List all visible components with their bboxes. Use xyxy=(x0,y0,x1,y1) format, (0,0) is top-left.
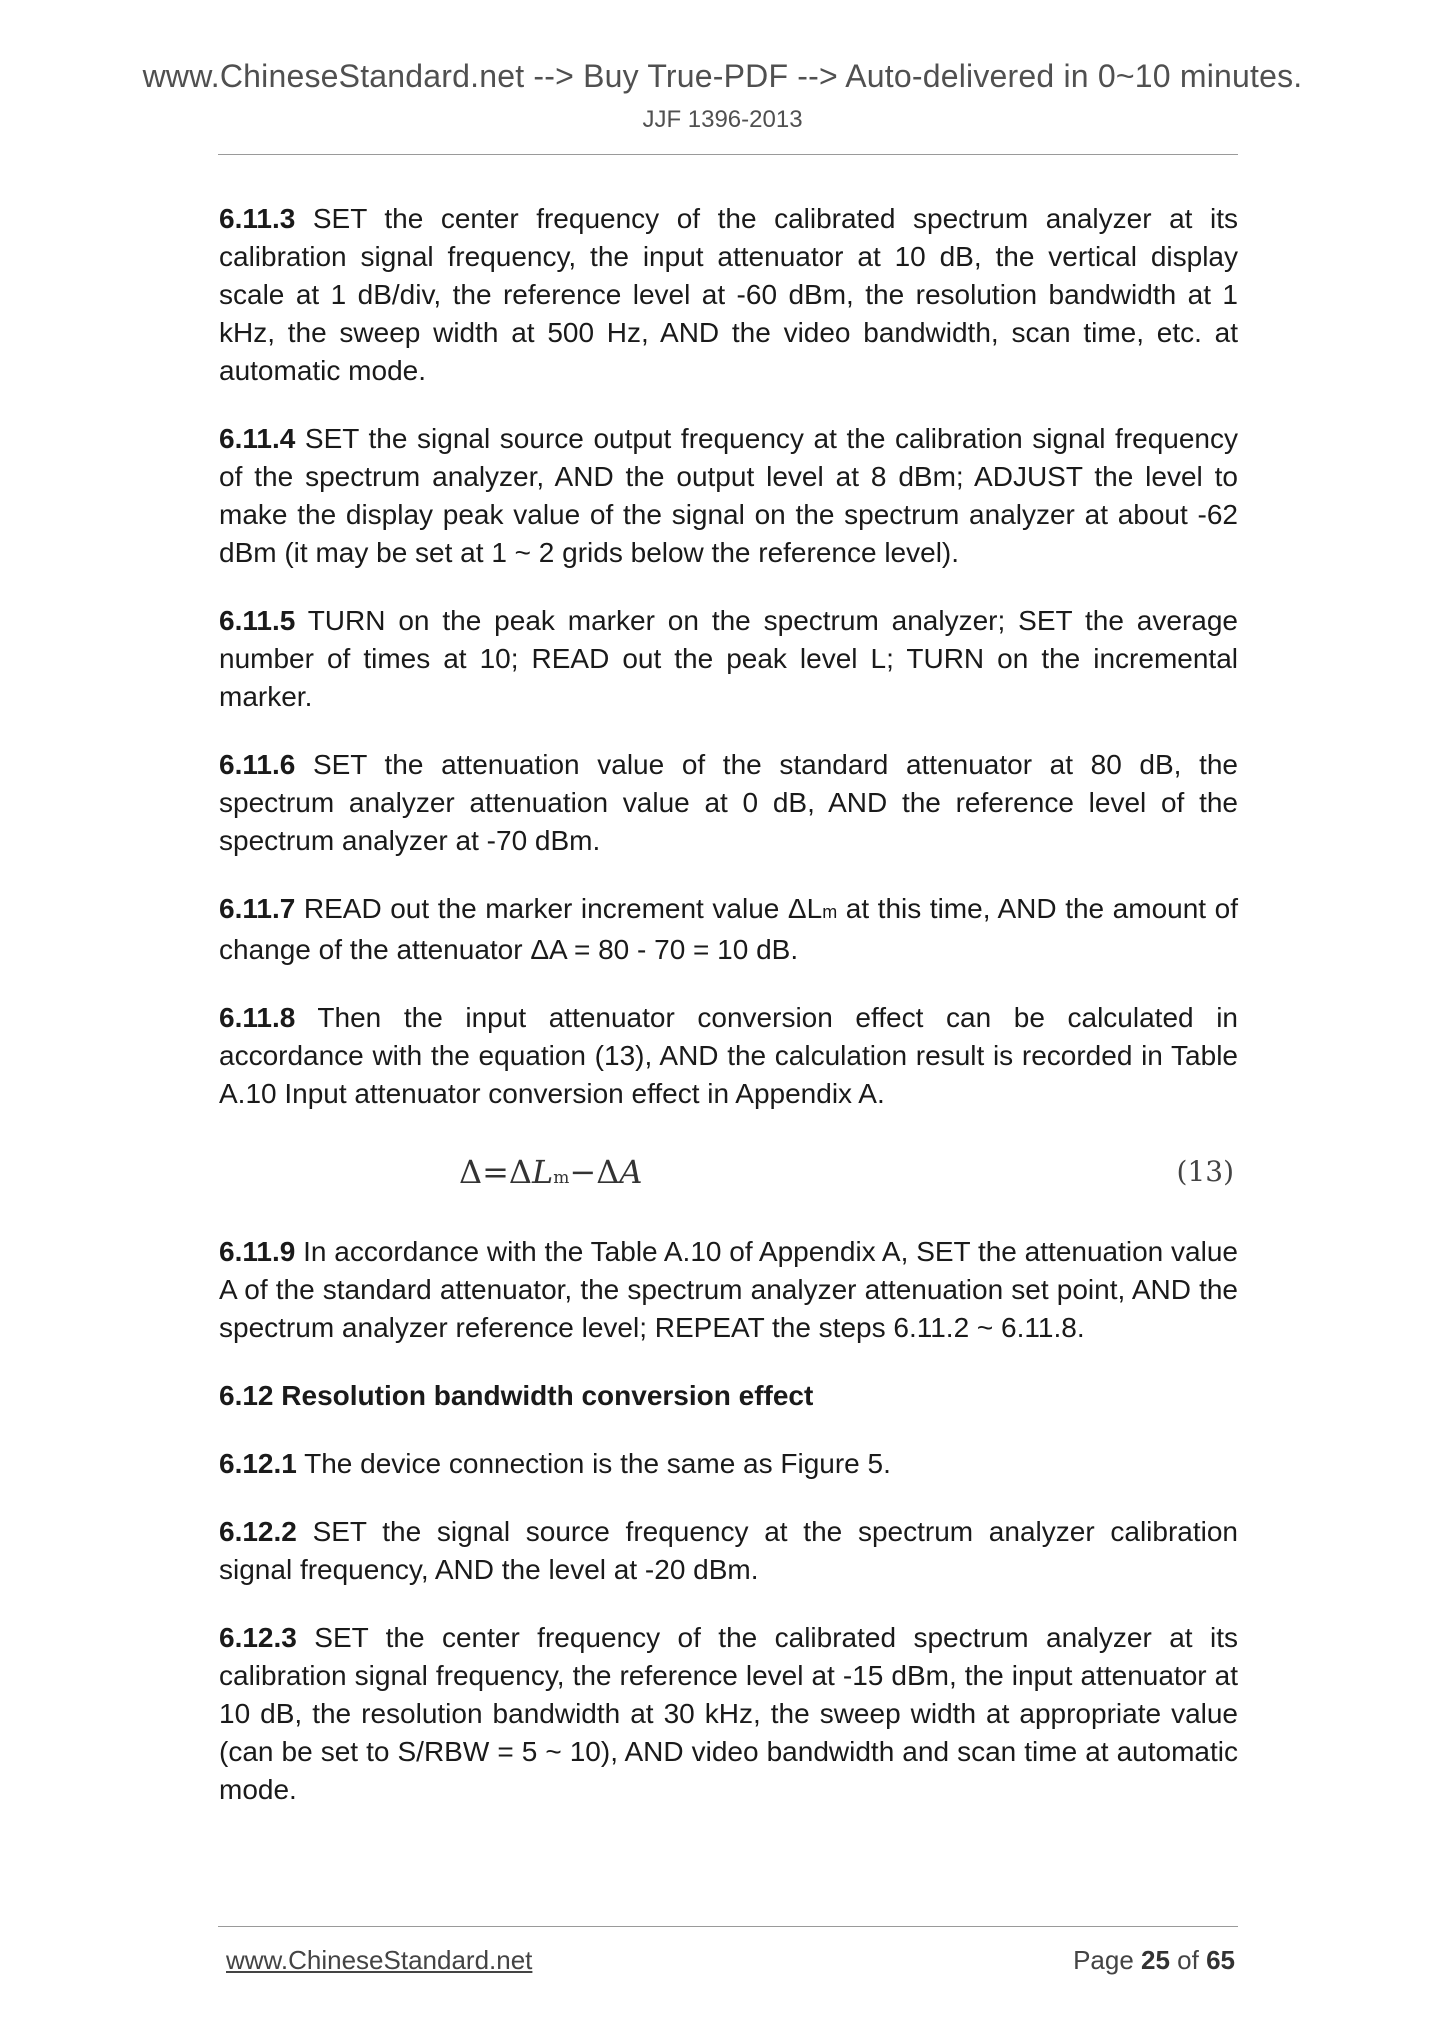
clause-number: 6.11.6 xyxy=(219,749,296,780)
equation-number: (13) xyxy=(1176,1155,1234,1188)
clause-number: 6.11.8 xyxy=(219,1002,296,1033)
equation-var-a: A xyxy=(619,1153,643,1191)
page-total: 65 xyxy=(1206,1945,1235,1975)
clause-text: SET the center frequency of the calibrated spectrum analyzer at its calibration signal frequency, the reference level at -15 dBm, the input attenuator at 10 dB, the resolution bandwidth at 30 kHz, the sweep width at appropriate value (can be set to S/RBW = 5 ~ 10), AND video bandwidth and scan time at automatic mode. xyxy=(219,1622,1238,1805)
subscript: m xyxy=(822,902,838,922)
of-label: of xyxy=(1169,1945,1207,1975)
clause-text: The device connection is the same as Figure 5. xyxy=(296,1448,891,1479)
clause-number: 6.11.7 xyxy=(219,893,296,924)
clause-6-11-5 xyxy=(219,602,1238,716)
footer-divider xyxy=(218,1926,1238,1927)
clause-text: TURN on the peak marker on the spectrum analyzer; SET the average number of times at 10; READ out the peak level L; TURN on the incremental marker. xyxy=(219,605,1238,712)
clause-6-11-7 xyxy=(219,890,1238,969)
clause-text: SET the center frequency of the calibrated spectrum analyzer at its calibration signal frequency, the input attenuator at 10 dB, the vertical display scale at 1 dB/div, the reference level at -60 dBm, the resolution bandwidth at 1 kHz, the sweep width at 500 Hz, AND the video bandwidth, scan time, etc. at automatic mode. xyxy=(219,203,1238,386)
clause-number: 6.11.5 xyxy=(219,605,296,636)
page-indicator xyxy=(1073,1945,1235,1976)
clause-text: SET the signal source output frequency at the calibration signal frequency of the spectrum analyzer, AND the output level at 8 dBm; ADJUST the level to make the display peak value of the signal on the spectrum analyzer at about -62 dBm (it may be set at 1 ~ 2 grids below the reference level). xyxy=(219,423,1238,568)
page-number: 25 xyxy=(1141,1945,1170,1975)
equation-body xyxy=(459,1153,642,1197)
clause-6-11-3 xyxy=(219,200,1238,390)
clause-number: 6.12.1 xyxy=(219,1448,297,1479)
top-banner: www.ChineseStandard.net --> Buy True-PDF --> Auto-delivered in 0~10 minutes. xyxy=(142,58,1303,94)
clause-6-12-3 xyxy=(219,1619,1238,1809)
clause-number: 6.11.4 xyxy=(219,423,296,454)
header-divider xyxy=(218,154,1238,155)
footer-website-link[interactable]: www.ChineseStandard.net xyxy=(226,1945,533,1975)
clause-6-12-2 xyxy=(219,1513,1238,1589)
equation-operator: −Δ xyxy=(569,1153,620,1191)
clause-6-11-4 xyxy=(219,420,1238,572)
equation-lhs: Δ=Δ xyxy=(459,1153,533,1191)
clause-text: SET the signal source frequency at the spectrum analyzer calibration signal frequency, AND the level at -20 dBm. xyxy=(219,1516,1238,1585)
clause-text: SET the attenuation value of the standard attenuator at 80 dB, the spectrum analyzer attenuation value at 0 dB, AND the reference level of the spectrum analyzer at -70 dBm. xyxy=(219,749,1238,856)
clause-text: READ out the marker increment value ΔL xyxy=(295,893,823,924)
page-label: Page xyxy=(1073,1945,1142,1975)
page-body xyxy=(219,200,1238,1839)
clause-text: In accordance with the Table A.10 of Appendix A, SET the attenuation value A of the standard attenuator, the spectrum analyzer attenuation set point, AND the spectrum analyzer reference level; REPEAT the steps 6.11.2 ~ 6.11.8. xyxy=(219,1236,1238,1343)
clause-number: 6.12.3 xyxy=(219,1622,297,1653)
clause-6-11-9 xyxy=(219,1233,1238,1347)
clause-number: 6.11.9 xyxy=(219,1236,296,1267)
equation-13 xyxy=(219,1143,1238,1203)
clause-number: 6.12.2 xyxy=(219,1516,297,1547)
equation-subscript: m xyxy=(553,1168,570,1188)
clause-text: Then the input attenuator conversion effect can be calculated in accordance with the equation (13), AND the calculation result is recorded in Table A.10 Input attenuator conversion effect in Appendix A. xyxy=(219,1002,1238,1109)
clause-6-12-1 xyxy=(219,1445,1238,1483)
clause-number: 6.11.3 xyxy=(219,203,296,234)
clause-6-11-6 xyxy=(219,746,1238,860)
document-number: JJF 1396-2013 xyxy=(642,106,803,133)
clause-text: at this time, AND the amount of change of the attenuator ΔA = 80 - 70 = 10 dB. xyxy=(219,893,1238,965)
section-heading-6-12: 6.12 Resolution bandwidth conversion effect xyxy=(219,1380,814,1411)
clause-6-11-8 xyxy=(219,999,1238,1113)
equation-var-l: L xyxy=(532,1153,554,1191)
